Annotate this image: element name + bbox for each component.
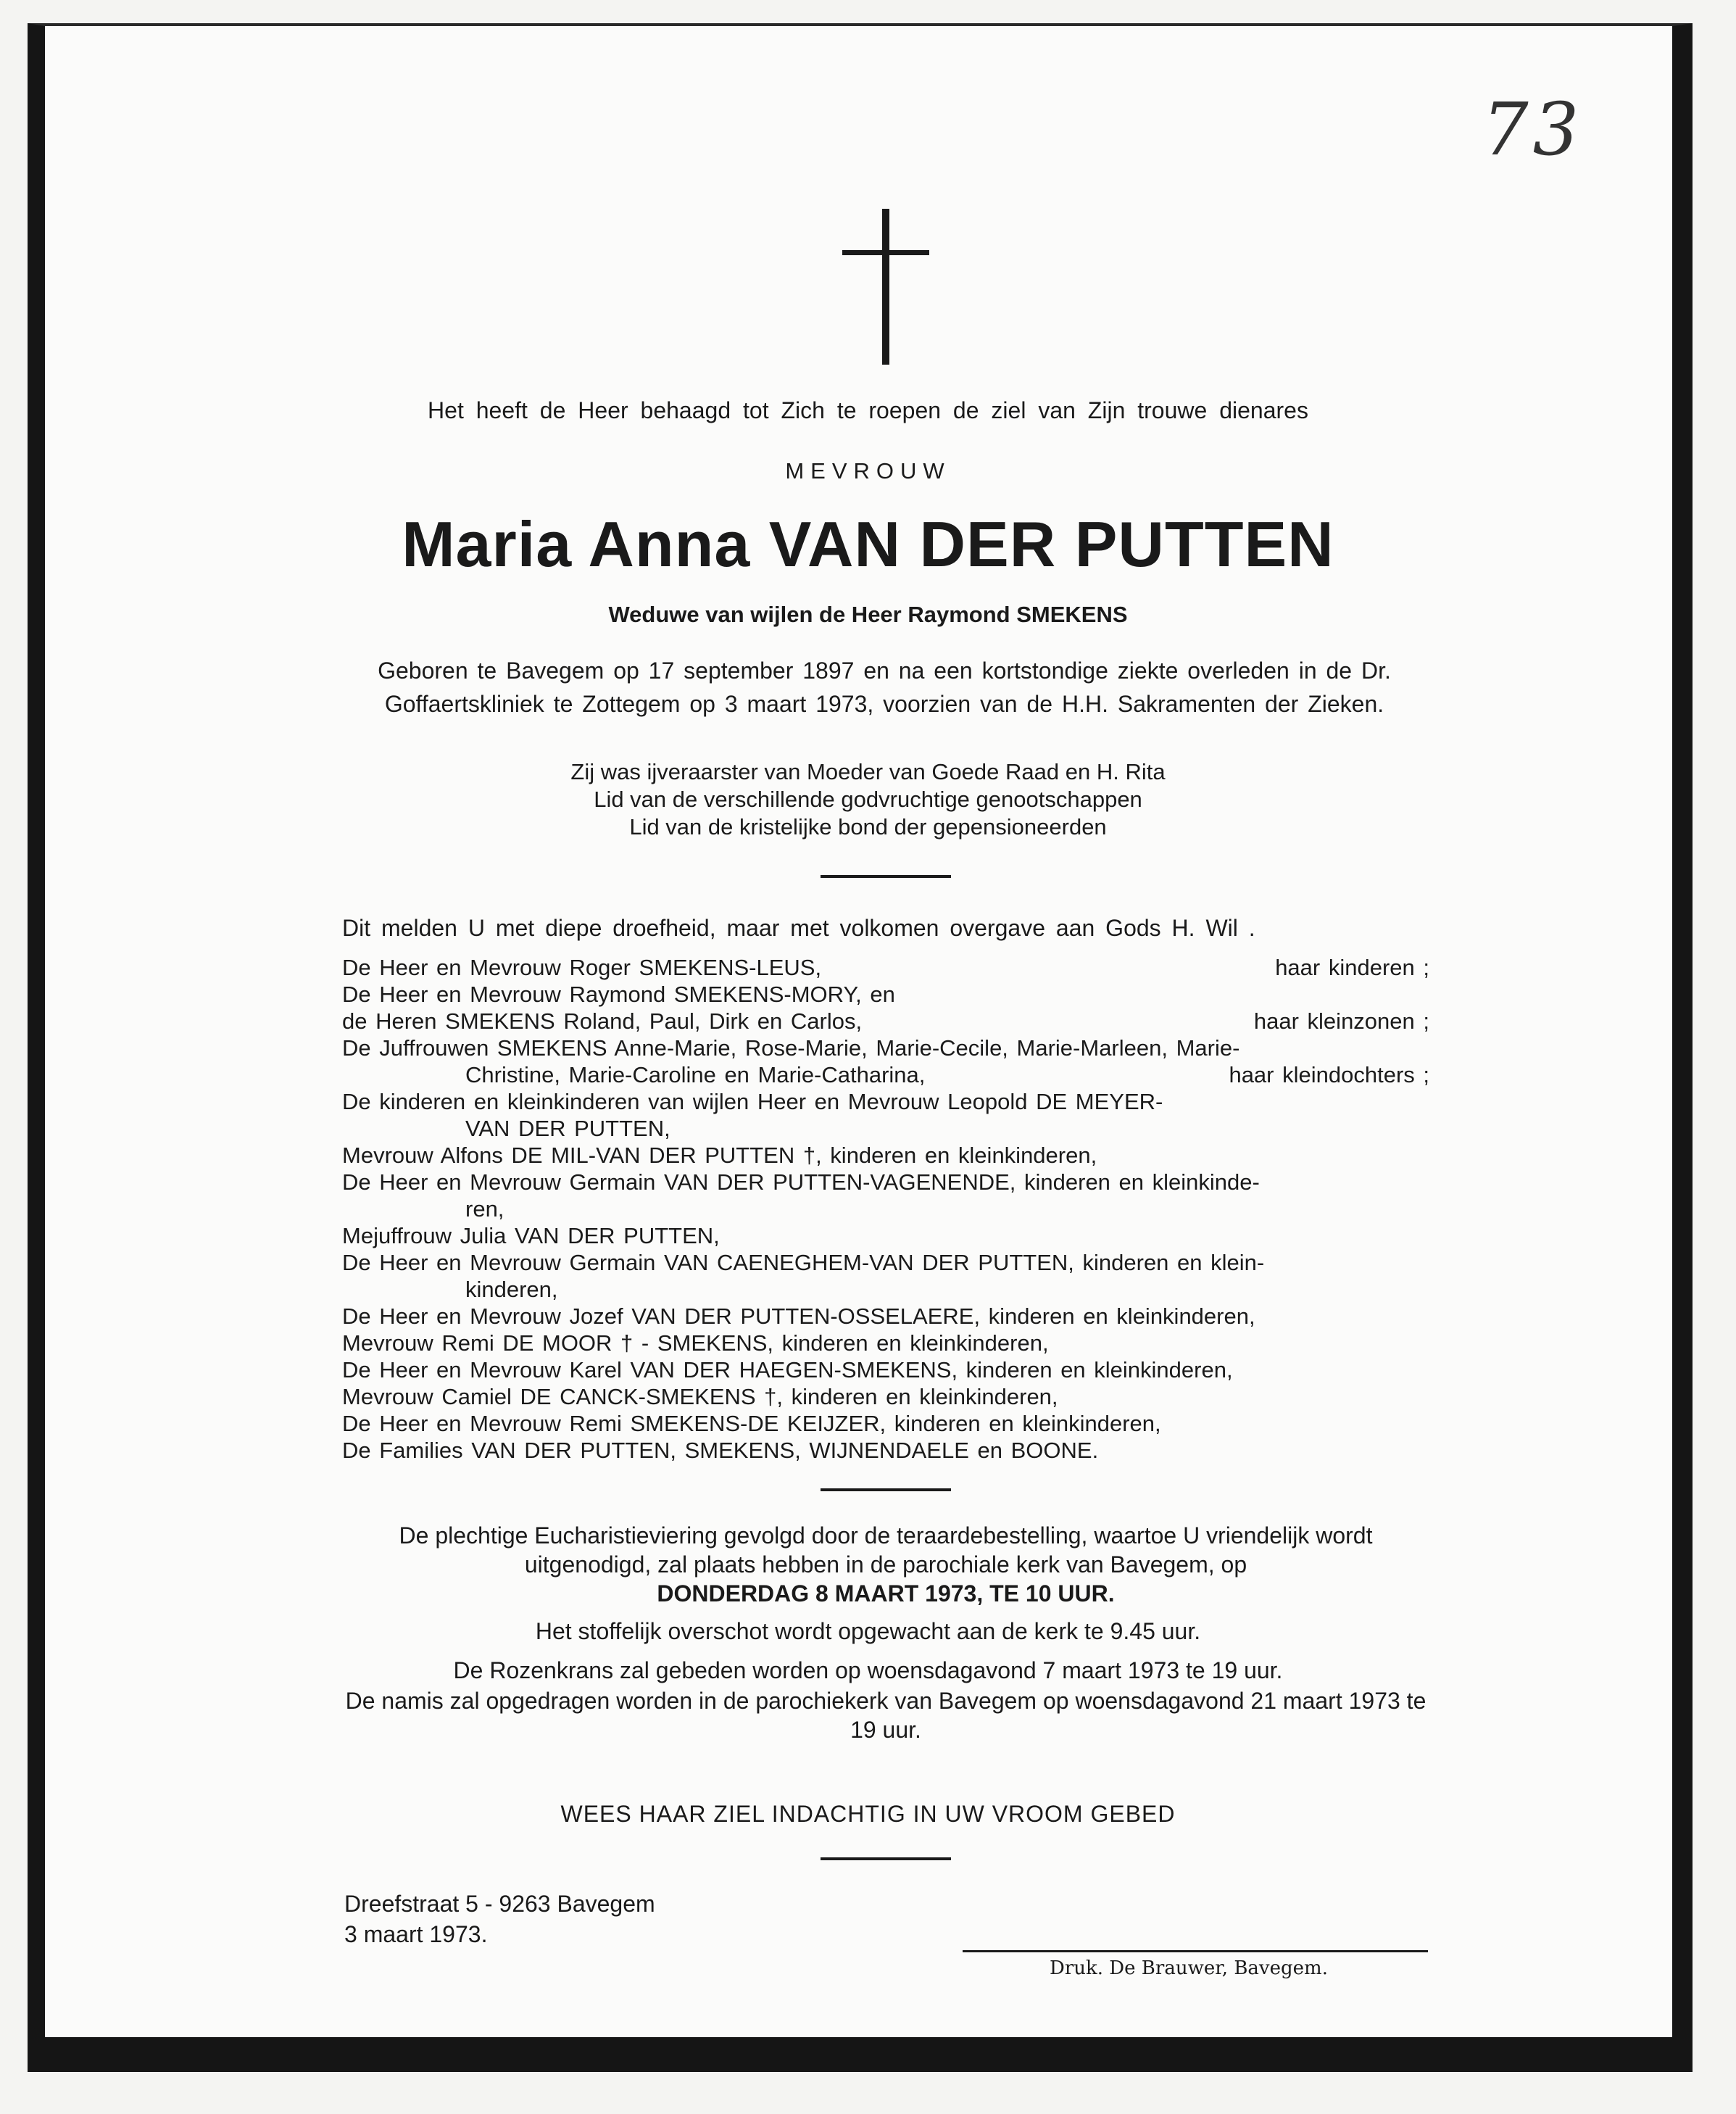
address: Dreefstraat 5 - 9263 Bavegem xyxy=(344,1891,655,1917)
divider xyxy=(821,1488,951,1491)
cross-icon-bar xyxy=(842,250,929,255)
eucharist-block xyxy=(342,1521,1429,1608)
family-row-relation: haar kinderen ; xyxy=(1275,955,1429,980)
divider xyxy=(821,875,951,878)
family-list xyxy=(342,954,1429,1464)
family-row-text: Mevrouw Alfons DE MIL-VAN DER PUTTEN †, kinderen en kleinkinderen, xyxy=(342,1143,1097,1168)
memberships xyxy=(0,758,1736,841)
family-row-text: VAN DER PUTTEN, xyxy=(465,1116,670,1141)
month-mind-text: De namis zal opgedragen worden in de parochiekerk van Bavegem op woensdagavond 21 maart 1973 te 19 uur. xyxy=(345,1688,1426,1743)
family-row xyxy=(342,1330,1429,1356)
family-row xyxy=(342,1088,1429,1115)
divider xyxy=(821,1857,951,1860)
closing-text: WEES HAAR ZIEL INDACHTIG IN UW VROOM GEBED xyxy=(560,1801,1176,1827)
family-row xyxy=(342,1142,1429,1169)
title-prefix: MEVROUW xyxy=(785,458,951,484)
rosary-text: De Rozenkrans zal gebeden worden op woensdagavond 7 maart 1973 te 19 uur. xyxy=(453,1657,1283,1683)
family-row xyxy=(342,1437,1429,1464)
family-row-text: De Heer en Mevrouw Karel VAN DER HAEGEN-SMEKENS, kinderen en kleinkinderen, xyxy=(342,1357,1233,1383)
family-row-text: kinderen, xyxy=(465,1277,558,1302)
family-row xyxy=(342,1008,1429,1035)
membership-line: Lid van de verschillende godvruchtige genootschappen xyxy=(594,787,1142,812)
family-row-text: De Heer en Mevrouw Jozef VAN DER PUTTEN-OSSELAERE, kinderen en kleinkinderen, xyxy=(342,1303,1255,1329)
family-row-text: De Juffrouwen SMEKENS Anne-Marie, Rose-Marie, Marie-Cecile, Marie-Marleen, Marie- xyxy=(342,1035,1240,1061)
family-row-relation: haar kleindochters ; xyxy=(1229,1062,1429,1087)
family-row xyxy=(342,1061,1429,1088)
deceased-name: Maria Anna VAN DER PUTTEN xyxy=(402,508,1334,580)
family-row xyxy=(342,1383,1429,1410)
handwritten-page-number: 73 xyxy=(1482,87,1584,172)
birth-death-text: Geboren te Bavegem op 17 september 1897 en na een kortstondige ziekte overleden in de Dr. Goffaertskliniek te Zottegem op 3 maart 1973, voorzien van de H.H. Sakramenten der Zieken. xyxy=(378,658,1391,717)
eucharist-text: De plechtige Eucharistieviering gevolgd door de teraardebestelling, waartoe U vriendelijk wordt uitgenodigd, zal plaats hebben in de parochiale kerk van Bavegem, op xyxy=(399,1522,1373,1578)
family-row xyxy=(342,1169,1429,1195)
family-row-text: ren, xyxy=(465,1196,504,1222)
family-row xyxy=(342,1276,1429,1303)
membership-line: Zij was ijveraarster van Moeder van Goede Raad en H. Rita xyxy=(570,759,1166,784)
remains-text: Het stoffelijk overschot wordt opgewacht aan de kerk te 9.45 uur. xyxy=(535,1618,1201,1644)
family-row-text: De kinderen en kleinkinderen van wijlen Heer en Mevrouw Leopold DE MEYER- xyxy=(342,1089,1163,1114)
family-row-text: De Heer en Mevrouw Remi SMEKENS-DE KEIJZER, kinderen en kleinkinderen, xyxy=(342,1411,1161,1436)
family-row xyxy=(342,981,1429,1008)
intro-text: Het heeft de Heer behaagd tot Zich te roepen de ziel van Zijn trouwe dienares xyxy=(428,397,1308,423)
family-row xyxy=(342,1249,1429,1276)
signature-line xyxy=(963,1950,1428,1952)
family-row xyxy=(342,1222,1429,1249)
address-block xyxy=(344,1889,655,1949)
family-row xyxy=(342,954,1429,981)
family-row xyxy=(342,1035,1429,1061)
family-row-text: De Heer en Mevrouw Germain VAN CAENEGHEM-VAN DER PUTTEN, kinderen en klein- xyxy=(342,1250,1265,1275)
family-row-text: Mejuffrouw Julia VAN DER PUTTEN, xyxy=(342,1223,720,1248)
family-row xyxy=(342,1303,1429,1330)
printer-credit: Druk. De Brauwer, Bavegem. xyxy=(1050,1957,1328,1979)
family-row-text: De Families VAN DER PUTTEN, SMEKENS, WIJNENDAELE en BOONE. xyxy=(342,1438,1099,1463)
family-row-text: Mevrouw Camiel DE CANCK-SMEKENS †, kinderen en kleinkinderen, xyxy=(342,1384,1058,1409)
family-row xyxy=(342,1195,1429,1222)
announcement: Dit melden U met diepe droefheid, maar met volkomen overgave aan Gods H. Wil . xyxy=(342,915,1255,941)
family-row-relation: haar kleinzonen ; xyxy=(1253,1008,1429,1034)
cross-icon xyxy=(882,209,889,365)
family-row-text: De Heer en Mevrouw Raymond SMEKENS-MORY, en xyxy=(342,982,895,1007)
funeral-date: DONDERDAG 8 MAART 1973, TE 10 UUR. xyxy=(657,1580,1115,1607)
family-row-text: Christine, Marie-Caroline en Marie-Catharina, xyxy=(465,1062,926,1087)
family-row xyxy=(342,1115,1429,1142)
family-row-text: Mevrouw Remi DE MOOR † - SMEKENS, kinderen en kleinkinderen, xyxy=(342,1330,1049,1356)
date: 3 maart 1973. xyxy=(344,1921,488,1947)
membership-line: Lid van de kristelijke bond der gepensioneerden xyxy=(629,814,1107,840)
family-row xyxy=(342,1410,1429,1437)
family-row xyxy=(342,1356,1429,1383)
widow-line: Weduwe van wijlen de Heer Raymond SMEKENS xyxy=(608,602,1128,627)
family-row-text: De Heer en Mevrouw Roger SMEKENS-LEUS, xyxy=(342,955,822,980)
family-row-text: de Heren SMEKENS Roland, Paul, Dirk en Carlos, xyxy=(342,1008,863,1034)
family-row-text: De Heer en Mevrouw Germain VAN DER PUTTEN-VAGENENDE, kinderen en kleinkinde- xyxy=(342,1169,1260,1195)
